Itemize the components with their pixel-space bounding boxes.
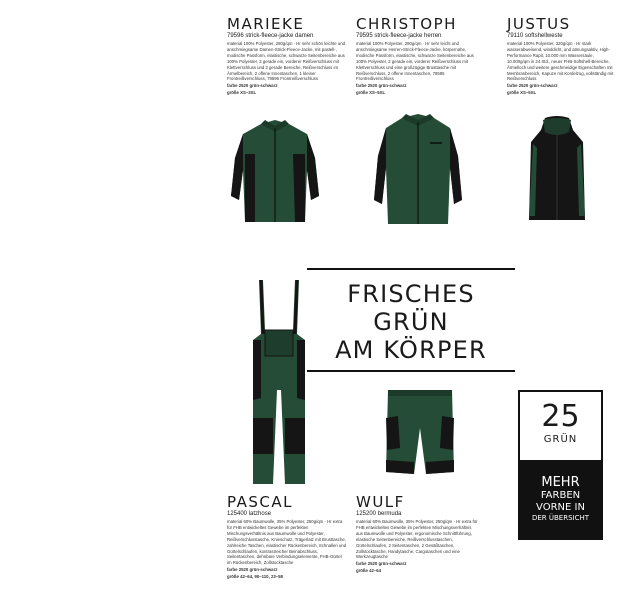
product-description: material 100% Polyester, 280g/qm · Hr sehr schön leichte und anschmiegsame Damen-Strick-Fleece-Jacke, mit pastell-, modische Passform, elastische, schwarze Seitenbereiche aus 100% Polyester, 2 gerade ein, vorderer Reißverschluss mit Klettverschluss und 2 gerade Bereiche, Reißverschluss im Ärmelbereich, 2 offene Innentaschen, 1 kleiner Frontreißverschluss, 79596 Frontreißverschluss	[227, 41, 345, 82]
badge-more: MEHR	[541, 475, 580, 490]
product-color: farbe 2520 grün-schwarz	[356, 83, 407, 89]
badge-uebersicht: DER ÜBERSICHT	[531, 514, 590, 522]
product-justus	[507, 16, 617, 96]
pascal-overall-image	[245, 278, 313, 490]
badge-vorne: VORNE IN	[536, 502, 585, 513]
badge-count-box	[520, 392, 601, 460]
product-code: 125400 latzhose	[227, 511, 272, 517]
product-name: PASCAL	[227, 493, 293, 511]
badge-farben: FARBEN	[540, 490, 581, 501]
product-color: farbe 2520 grün-schwarz	[507, 83, 558, 89]
product-description: material 60% Baumwolle, 35% Polyester, 250g/qm · Hr extra für FHB entwickeltes Gewebe im perfekten Mischungsverhältnis aus Baumwolle und Polyester, ergonomische Schnittführung, elastische Seitenbereiche, Reißverschlusstaschen, Gürtelschlaufen, 2 Seitentaschen, 2 Gesäßtaschen, Zollstocktasche, Handytasche, Cargotaschen und eine Werkzeugtasche	[356, 519, 478, 560]
product-color: farbe 2520 grün-schwarz	[227, 83, 278, 89]
product-size: größe XS–5XL	[356, 90, 386, 96]
product-marieke	[227, 16, 345, 96]
product-code: 79110 softshellweste	[507, 33, 563, 39]
product-christoph	[356, 16, 476, 96]
christoph-jacket-image	[370, 112, 466, 234]
headline-block	[307, 268, 515, 372]
badge-number: 25	[541, 399, 580, 434]
product-name: CHRISTOPH	[356, 15, 457, 33]
product-size: größe XS–3XL	[227, 90, 257, 96]
badge-label: GRÜN	[543, 434, 578, 445]
product-name: WULF	[356, 493, 405, 511]
product-description: material 60% Baumwolle, 35% Polyester, 250g/qm · Hr extra für FHB entwickeltes Gewebe im perfekten Mischungsverhältnis aus Baumwolle und Polyester, Reißverschlusstasche, Knieschutz, Trägerlatz mit Brusttasche, zahlreiche Taschen, elastischer Rückenbereich, Schnallen und Gürtelschlaufen, kontrastreicher Beinabschluss, Seitentaschen, dehnbare Verbindungselemente, FHB-Gürtel im Rückenbereich, Zollstocktasche	[227, 519, 347, 566]
product-name: JUSTUS	[507, 15, 571, 33]
product-color: farbe 2520 grün-schwarz	[356, 561, 407, 567]
headline-line-2: AM KÖRPER	[335, 336, 487, 364]
product-code: 79596 strick-fleece-jacke damen	[227, 33, 314, 39]
colors-badge	[518, 390, 603, 540]
product-code: 79595 strick-fleece-jacke herren	[356, 33, 442, 39]
product-wulf	[356, 494, 478, 574]
product-size: größe 42–64	[356, 568, 382, 574]
product-color: farbe 2520 grün-schwarz	[227, 567, 278, 573]
product-description: material 100% Polyester, 320g/qm · Hr stark wasserabweisend, winddicht, und atmungsaktiv, High-Performance Rapit, 10.000 mm Wassersäule, 10.000g/qm in 24 Std., neuer FHB-Softshell-Bereiche, Ärmelloch und weitere geschmeidige Eigenschaften mit Membranbereich, Kapuze mit Kordelzug, vollständig mit Reißverschluss	[507, 41, 614, 82]
badge-more-colors	[518, 476, 603, 522]
headline-rule-bottom	[307, 370, 515, 372]
justus-vest-image	[525, 116, 589, 226]
product-size: größe 42–64, 90–110, 23–58	[227, 574, 283, 580]
product-name: MARIEKE	[227, 15, 305, 33]
wulf-bermuda-image	[384, 388, 456, 478]
product-code: 125200 bermuda	[356, 511, 402, 517]
marieke-jacket-image	[223, 118, 327, 230]
headline-line-1: FRISCHES GRÜN	[347, 280, 475, 336]
product-pascal	[227, 494, 347, 580]
product-description: material 100% Polyester, 280g/qm · Hr sehr leicht und anschmiegsame Herren-Strick-Fleece-Jacke, körpernahe, modische Passform, elastische, schwarze Seitenbereiche aus 100% Polyester, 2 gerade ein, vorderer Reißverschluss mit Klettverschluss und eine großzügige Brusttasche mit Reißverschluss, 2 offene Innentaschen, 79595 Frontreißverschluss	[356, 41, 474, 82]
product-size: größe XS–5XL	[507, 90, 537, 96]
headline-rule-top	[307, 268, 515, 270]
